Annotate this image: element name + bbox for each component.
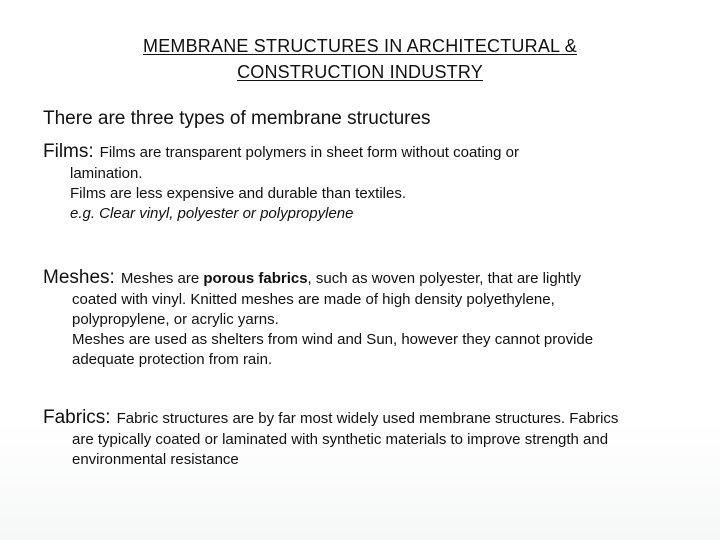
meshes-continuation-1: coated with vinyl. Knitted meshes are made of high density polyethylene, [72,291,555,308]
meshes-para2-line-1: Meshes are used as shelters from wind and Sun, however they cannot provide [72,331,594,348]
meshes-lead-after: , such as woven polyester, that are lightly [307,270,582,287]
meshes-lead-bold: porous fabrics [203,270,308,287]
fabrics-section [43,406,683,470]
title-line-2: CONSTRUCTION INDUSTRY [237,62,483,82]
films-section [43,140,683,224]
films-term: Films: [43,141,94,162]
meshes-continuation-2: polypropylene, or acrylic yarns. [72,311,279,328]
fabrics-continuation-1: are typically coated or laminated with synthetic materials to improve strength and [72,431,609,448]
films-continuation: lamination. [70,165,143,182]
films-example: e.g. Clear vinyl, polyester or polypropylene [70,205,354,222]
fabrics-body [43,430,683,470]
films-body [43,164,683,224]
fabrics-heading-line [43,406,683,430]
intro-text: There are three types of membrane structures [43,108,431,129]
films-lead: Films are transparent polymers in sheet form without coating or [99,144,519,161]
meshes-section [43,266,683,370]
fabrics-lead: Fabric structures are by far most widely used membrane structures. Fabrics [116,410,619,427]
fabrics-term: Fabrics: [43,407,111,428]
meshes-body [43,290,683,370]
meshes-heading-line [43,266,683,290]
meshes-lead-before: Meshes are [120,270,200,287]
meshes-lead [121,270,581,287]
meshes-term: Meshes: [43,267,115,288]
films-heading-line [43,140,683,164]
slide-title [60,33,660,85]
fabrics-continuation-2: environmental resistance [72,451,239,468]
title-line-1: MEMBRANE STRUCTURES IN ARCHITECTURAL & [143,36,577,56]
meshes-para2-line-2: adequate protection from rain. [72,351,273,368]
films-line-2: Films are less expensive and durable than textiles. [70,185,407,202]
